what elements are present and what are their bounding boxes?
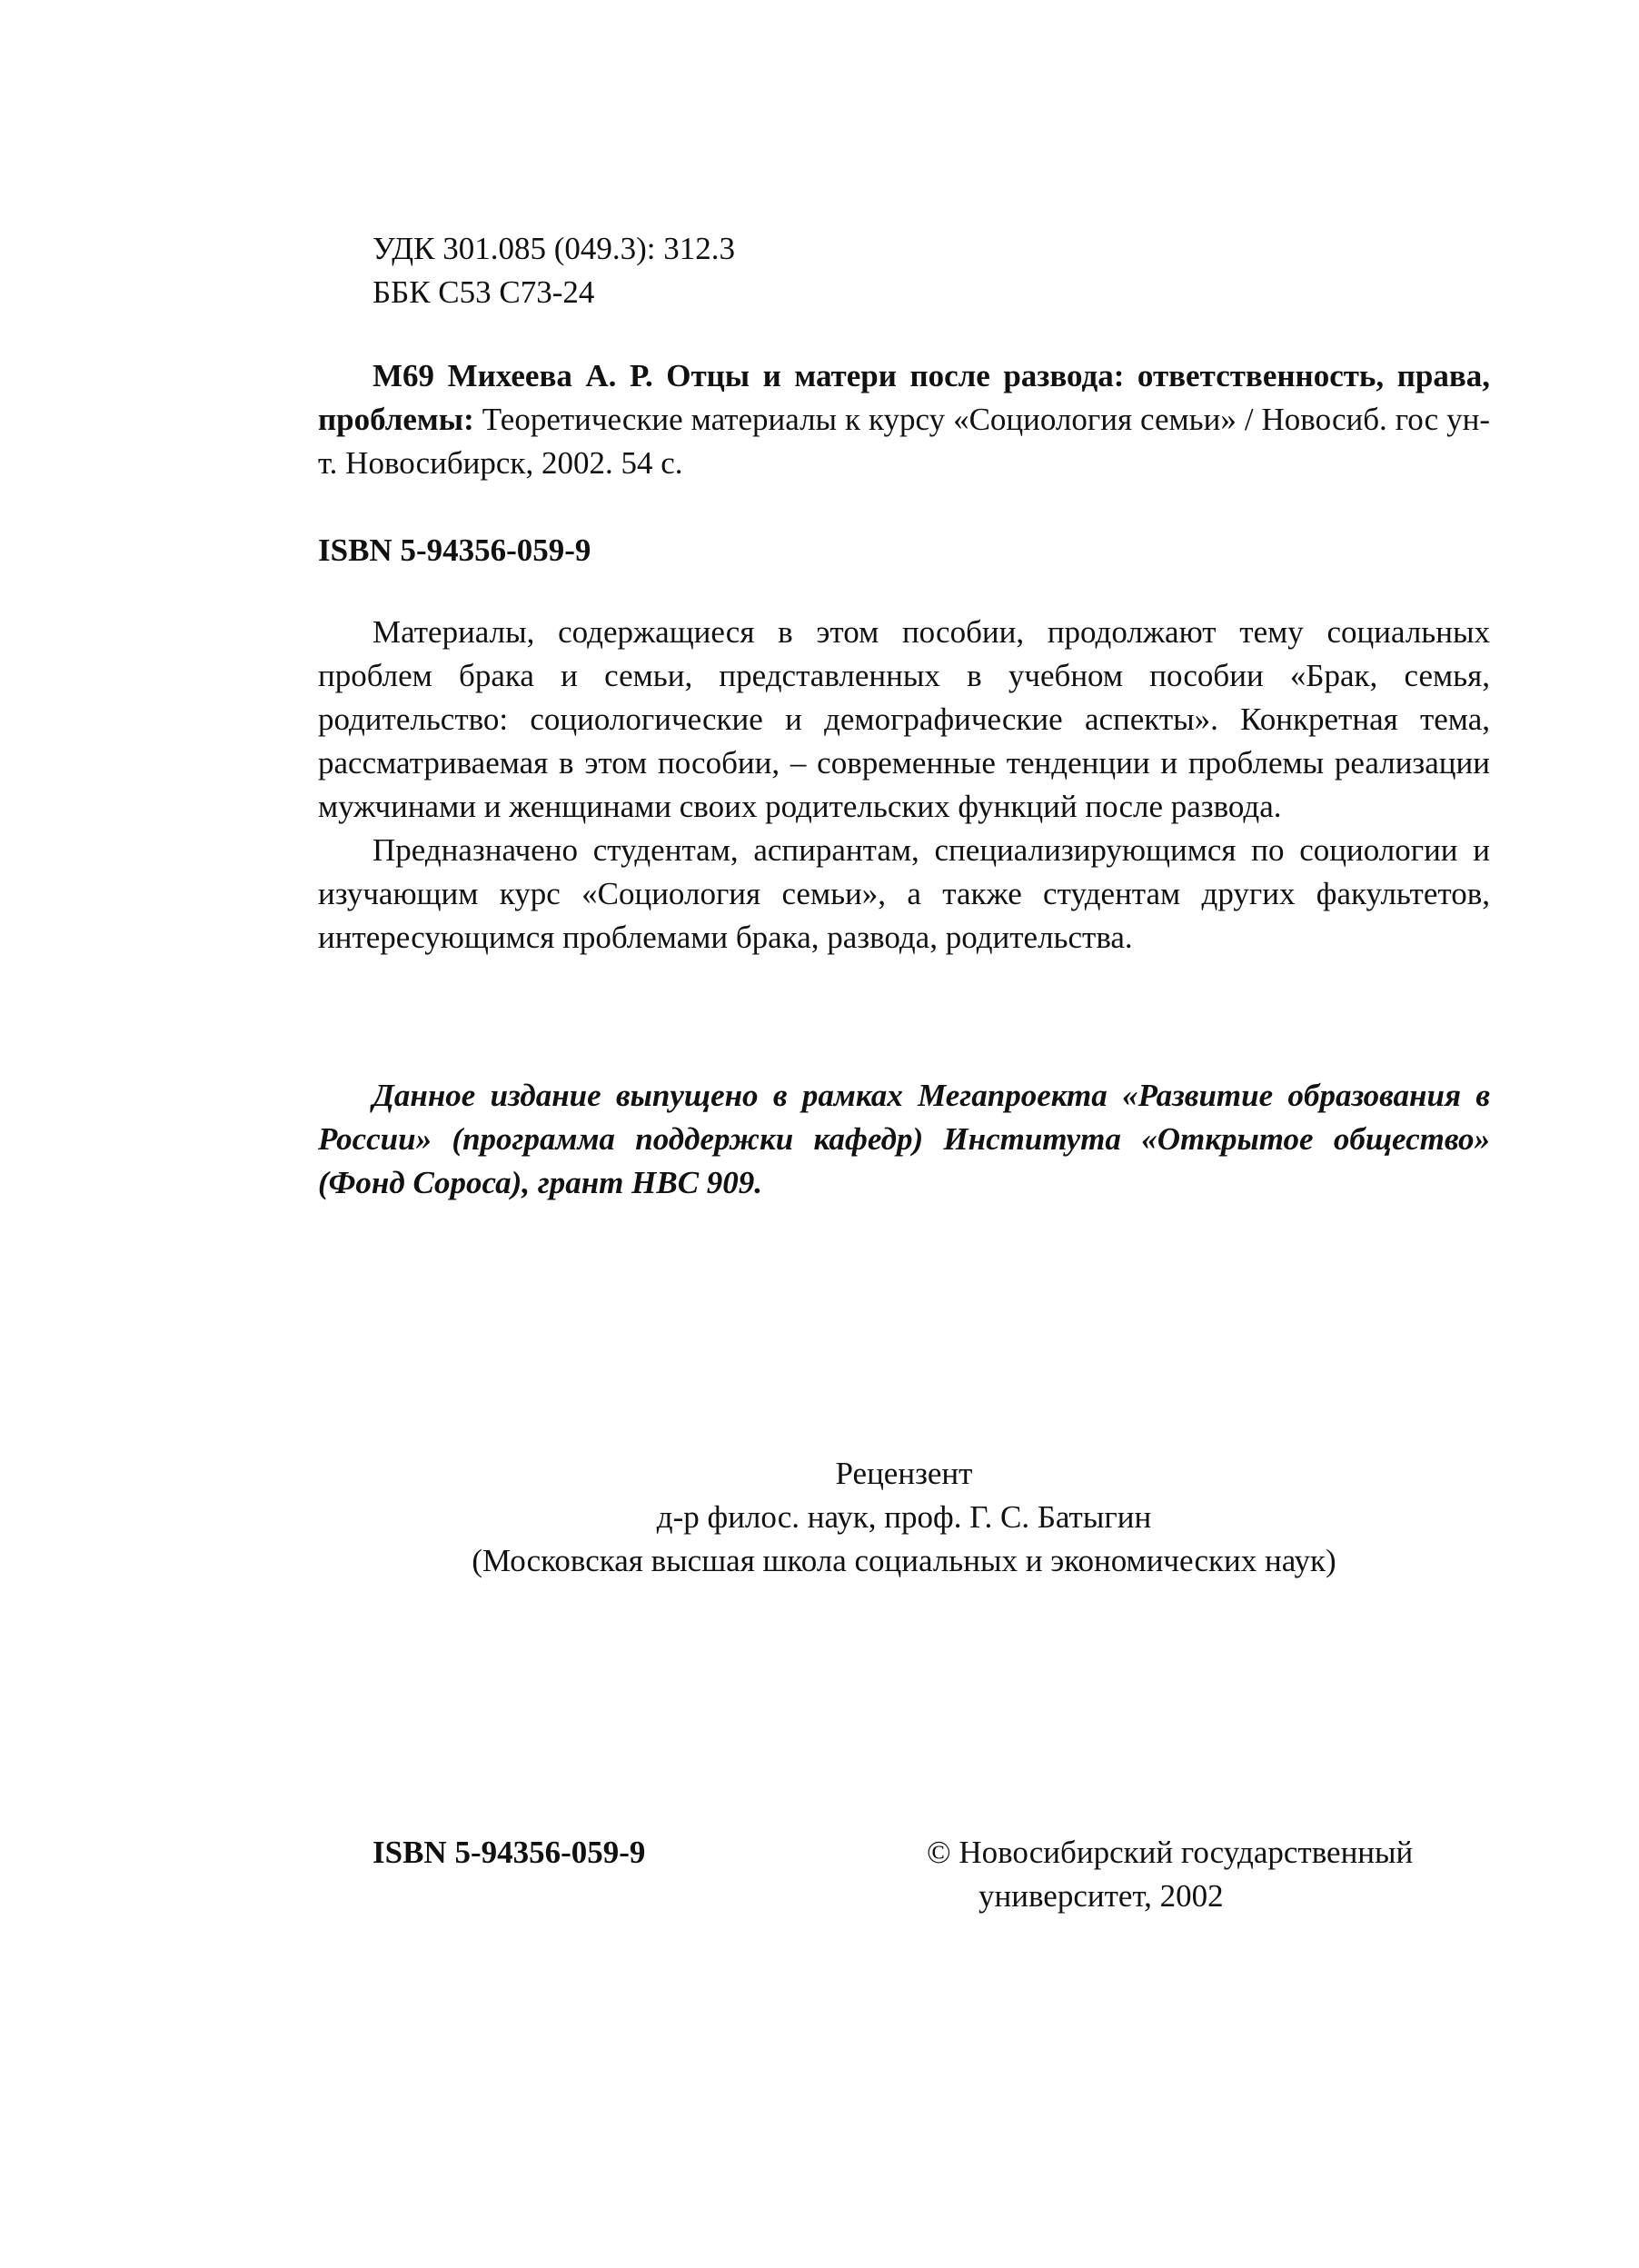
reviewer-organization: (Московская высшая школа социальных и экономических наук) (472, 1543, 1336, 1578)
isbn-footer: ISBN 5-94356-059-9 (372, 1835, 646, 1870)
udk-code: УДК 301.085 (049.3): 312.3 (372, 231, 735, 266)
bibliographic-details: Теоретические материалы к курсу «Социология семьи» / Новосиб. гос ун-т. Новосибирск, 2002. 54 с. (318, 402, 1490, 481)
bibliographic-description (318, 354, 1490, 485)
abstract (318, 611, 1490, 960)
abstract-paragraph-1: Материалы, содержащиеся в этом пособии, продолжают тему социальных проблем брака и семьи, представленных в учебном пособии «Брак, семья, родительство: социологические и демографические аспекты». Конкретная тема, рассматриваемая в этом пособии, – современные тенденции и проблемы реализации мужчинами и женщинами своих родительских функций после развода. (318, 614, 1490, 824)
abstract-paragraph-2: Предназначено студентам, аспирантам, специализирующимся по социологии и изучающим курс «Социология семьи», а также студентам других факультетов, интересующимся проблемами брака, развода, родительства. (318, 832, 1490, 955)
grant-note: Данное издание выпущено в рамках Мегапроекта «Развитие образования в России» (программа поддержки кафедр) Института «Открытое общество» (Фонд Сороса), грант HBC 909. (318, 1078, 1490, 1200)
classification-codes (372, 227, 735, 314)
isbn-top: ISBN 5-94356-059-9 (318, 532, 591, 568)
copyright-line-1: © Новосибирский государственный (927, 1835, 1414, 1870)
copyright-line-2: университет, 2002 (978, 1878, 1224, 1914)
reviewer-name: д-р филос. наук, проф. Г. С. Батыгин (656, 1499, 1152, 1535)
reviewer-block (318, 1452, 1490, 1583)
copyright-notice (927, 1831, 1508, 1918)
bbk-code: ББК С53 С73-24 (372, 274, 595, 310)
bibliographic-title: М69 Михеева А. Р. Отцы и матери после развода: ответственность, права, проблемы: (318, 358, 1490, 437)
reviewer-heading: Рецензент (835, 1456, 973, 1491)
